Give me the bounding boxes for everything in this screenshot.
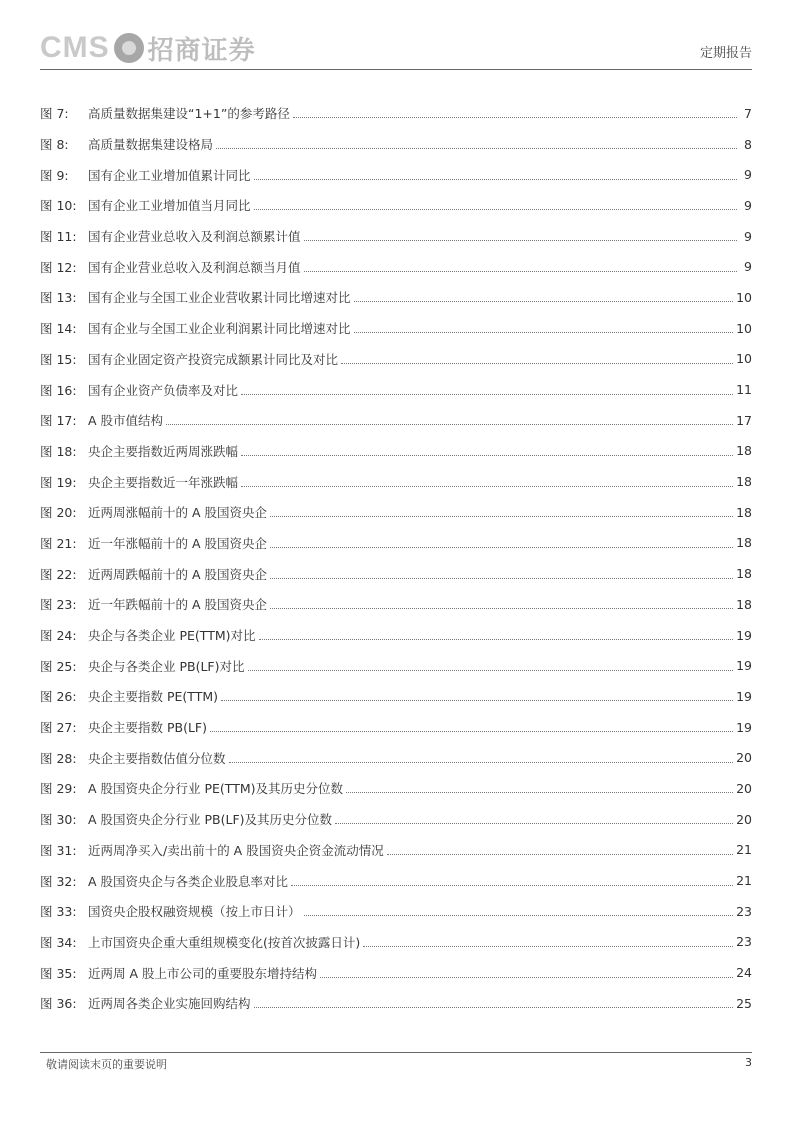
toc-entry[interactable] (40, 344, 752, 375)
figure-page-number: 18 (736, 474, 752, 490)
dot-leader (254, 200, 737, 210)
dot-leader (354, 292, 734, 302)
figure-number: 图 36: (40, 996, 77, 1012)
figure-number: 图 30: (40, 812, 77, 828)
figure-title: 国有企业与全国工业企业营收累计同比增速对比 (88, 290, 351, 306)
figure-page-number: 20 (736, 811, 752, 827)
footer-divider (40, 1052, 752, 1053)
figure-number: 图 27: (40, 720, 77, 736)
figure-title: 国有企业工业增加值当月同比 (88, 198, 251, 214)
toc-entry[interactable] (40, 773, 752, 804)
figure-number: 图 23: (40, 597, 77, 613)
figure-title: 近两周各类企业实施回购结构 (88, 996, 251, 1012)
figure-page-number: 19 (736, 658, 752, 674)
figure-page-number: 18 (736, 566, 752, 582)
toc-entry[interactable] (40, 528, 752, 559)
figure-number: 图 22: (40, 566, 77, 582)
dot-leader (270, 538, 733, 548)
figure-number: 图 14: (40, 321, 77, 337)
dot-leader (304, 231, 737, 241)
report-type-label: 定期报告 (699, 46, 752, 61)
figure-title: A 股市值结构 (88, 413, 164, 429)
figure-title: 国有企业资产负债率及对比 (88, 382, 239, 398)
figure-title: 央企主要指数估值分位数 (88, 750, 226, 766)
figure-title: 央企主要指数近两周涨跌幅 (88, 443, 239, 459)
figure-page-number: 24 (736, 965, 752, 981)
dot-leader (291, 876, 733, 886)
dot-leader (363, 937, 733, 947)
figure-number: 图 33: (40, 904, 77, 920)
figure-page-number: 19 (736, 719, 752, 735)
figure-page-number: 8 (744, 136, 752, 152)
figure-number: 图 9: (40, 167, 69, 183)
figure-page-number: 23 (736, 934, 752, 950)
dot-leader (259, 630, 734, 640)
figure-title: 央企与各类企业 PB(LF)对比 (88, 658, 245, 674)
figure-page-number: 19 (736, 627, 752, 643)
figure-number: 图 31: (40, 842, 77, 858)
figure-page-number: 21 (736, 842, 752, 858)
toc-entry[interactable] (40, 896, 752, 927)
figure-title: A 股国资央企分行业 PB(LF)及其历史分位数 (88, 812, 333, 828)
figure-number: 图 18: (40, 443, 77, 459)
figure-page-number: 21 (736, 873, 752, 889)
toc-entry[interactable] (40, 650, 752, 681)
figure-page-number: 18 (736, 535, 752, 551)
dot-leader (346, 783, 733, 793)
figure-title: A 股国资央企与各类企业股息率对比 (88, 873, 289, 889)
dot-leader (241, 477, 733, 487)
dot-leader (254, 170, 737, 180)
figure-number: 图 11: (40, 229, 77, 245)
figure-title: 高质量数据集建设“1+1”的参考路径 (88, 106, 290, 122)
figure-page-number: 18 (736, 443, 752, 459)
dot-leader (304, 906, 734, 916)
figure-number: 图 8: (40, 137, 69, 153)
figure-title: 近两周跌幅前十的 A 股国资央企 (88, 566, 267, 582)
dot-leader (229, 753, 734, 763)
figure-number: 图 20: (40, 505, 77, 521)
figure-page-number: 11 (736, 382, 752, 398)
toc-entry[interactable] (40, 804, 752, 835)
toc-entry[interactable] (40, 712, 752, 743)
toc-entry[interactable] (40, 957, 752, 988)
dot-leader (320, 968, 733, 978)
figure-number: 图 28: (40, 750, 77, 766)
figure-page-number: 23 (736, 903, 752, 919)
toc-entry[interactable] (40, 190, 752, 221)
figure-page-number: 10 (736, 289, 752, 305)
dot-leader (354, 323, 734, 333)
figure-number: 图 17: (40, 413, 77, 429)
company-logo (40, 28, 256, 68)
dot-leader (241, 446, 733, 456)
toc-entry[interactable] (40, 835, 752, 866)
toc-entry[interactable] (40, 129, 752, 160)
figure-title: 国有企业营业总收入及利润总额累计值 (88, 229, 301, 245)
toc-entry[interactable] (40, 988, 752, 1019)
dot-leader (216, 139, 737, 149)
toc-entry[interactable] (40, 466, 752, 497)
toc-entry[interactable] (40, 159, 752, 190)
toc-entry[interactable] (40, 927, 752, 958)
figure-number: 图 34: (40, 934, 77, 950)
dot-leader (270, 599, 733, 609)
dot-leader (210, 722, 733, 732)
toc-entry[interactable] (40, 374, 752, 405)
figure-number: 图 13: (40, 290, 77, 306)
toc-entry[interactable] (40, 98, 752, 129)
figure-number: 图 24: (40, 628, 77, 644)
figure-title: 央企主要指数 PB(LF) (88, 720, 207, 736)
toc-entry[interactable] (40, 681, 752, 712)
figure-number: 图 16: (40, 382, 77, 398)
figure-title: 近两周涨幅前十的 A 股国资央企 (88, 505, 267, 521)
figure-page-number: 7 (744, 105, 752, 121)
toc-entry[interactable] (40, 436, 752, 467)
figure-number: 图 7: (40, 106, 69, 122)
figure-title: 高质量数据集建设格局 (88, 137, 214, 153)
figure-title: 央企主要指数 PE(TTM) (88, 689, 218, 705)
toc-entry[interactable] (40, 221, 752, 252)
figure-number: 图 21: (40, 535, 77, 551)
toc-entry[interactable] (40, 497, 752, 528)
dot-leader (166, 415, 733, 425)
figure-title: 国有企业工业增加值累计同比 (88, 167, 251, 183)
toc-entry[interactable] (40, 558, 752, 589)
logo-chinese-name: 招商证券 (147, 35, 256, 66)
toc-entry[interactable] (40, 405, 752, 436)
toc-entry[interactable] (40, 589, 752, 620)
dot-leader (248, 661, 734, 671)
figure-page-number: 9 (744, 259, 752, 275)
header-divider (40, 69, 752, 70)
dot-leader (270, 507, 733, 517)
figure-page-number: 10 (736, 320, 752, 336)
dot-leader (241, 385, 733, 395)
figure-number: 图 26: (40, 689, 77, 705)
dot-leader (293, 108, 737, 118)
figure-page-number: 9 (744, 228, 752, 244)
dot-leader (221, 691, 733, 701)
dot-leader (387, 845, 733, 855)
figure-list (40, 98, 752, 1019)
disclaimer-note: 敬请阅读末页的重要说明 (46, 1058, 167, 1071)
toc-entry[interactable] (40, 251, 752, 282)
dot-leader (270, 569, 733, 579)
figure-title: 国资央企股权融资规模（按上市日计） (88, 904, 301, 920)
figure-page-number: 10 (736, 351, 752, 367)
figure-title: 国有企业与全国工业企业利润累计同比增速对比 (88, 321, 351, 337)
figure-page-number: 18 (736, 596, 752, 612)
toc-entry[interactable] (40, 313, 752, 344)
figure-title: 国有企业营业总收入及利润总额当月值 (88, 259, 301, 275)
figure-title: 近一年跌幅前十的 A 股国资央企 (88, 597, 267, 613)
figure-number: 图 32: (40, 873, 77, 889)
figure-title: 近一年涨幅前十的 A 股国资央企 (88, 535, 267, 551)
toc-entry[interactable] (40, 282, 752, 313)
figure-title: 近两周 A 股上市公司的重要股东增持结构 (88, 965, 317, 981)
figure-page-number: 9 (744, 197, 752, 213)
dot-leader (304, 262, 737, 272)
figure-page-number: 25 (736, 995, 752, 1011)
figure-title: A 股国资央企分行业 PE(TTM)及其历史分位数 (88, 781, 344, 797)
toc-entry[interactable] (40, 865, 752, 896)
figure-number: 图 19: (40, 474, 77, 490)
logo-emblem-icon (114, 33, 144, 63)
figure-number: 图 10: (40, 198, 77, 214)
figure-title: 央企主要指数近一年涨跌幅 (88, 474, 239, 490)
figure-title: 国有企业固定资产投资完成额累计同比及对比 (88, 351, 339, 367)
figure-title: 上市国资央企重大重组规模变化(按首次披露日计) (88, 934, 361, 950)
figure-number: 图 35: (40, 965, 77, 981)
figure-number: 图 15: (40, 351, 77, 367)
toc-entry[interactable] (40, 620, 752, 651)
figure-number: 图 25: (40, 658, 77, 674)
figure-number: 图 12: (40, 259, 77, 275)
figure-page-number: 18 (736, 504, 752, 520)
page-header (40, 28, 752, 68)
dot-leader (341, 354, 733, 364)
toc-entry[interactable] (40, 742, 752, 773)
page-number: 3 (745, 1056, 752, 1069)
figure-page-number: 19 (736, 688, 752, 704)
figure-page-number: 20 (736, 780, 752, 796)
figure-title: 近两周净买入/卖出前十的 A 股国资央企资金流动情况 (88, 842, 384, 858)
figure-number: 图 29: (40, 781, 77, 797)
figure-title: 央企与各类企业 PE(TTM)对比 (88, 628, 256, 644)
dot-leader (335, 814, 733, 824)
figure-page-number: 9 (744, 167, 752, 183)
dot-leader (254, 998, 734, 1008)
logo-text: CMS (40, 31, 110, 64)
figure-page-number: 20 (736, 750, 752, 766)
figure-page-number: 17 (736, 412, 752, 428)
